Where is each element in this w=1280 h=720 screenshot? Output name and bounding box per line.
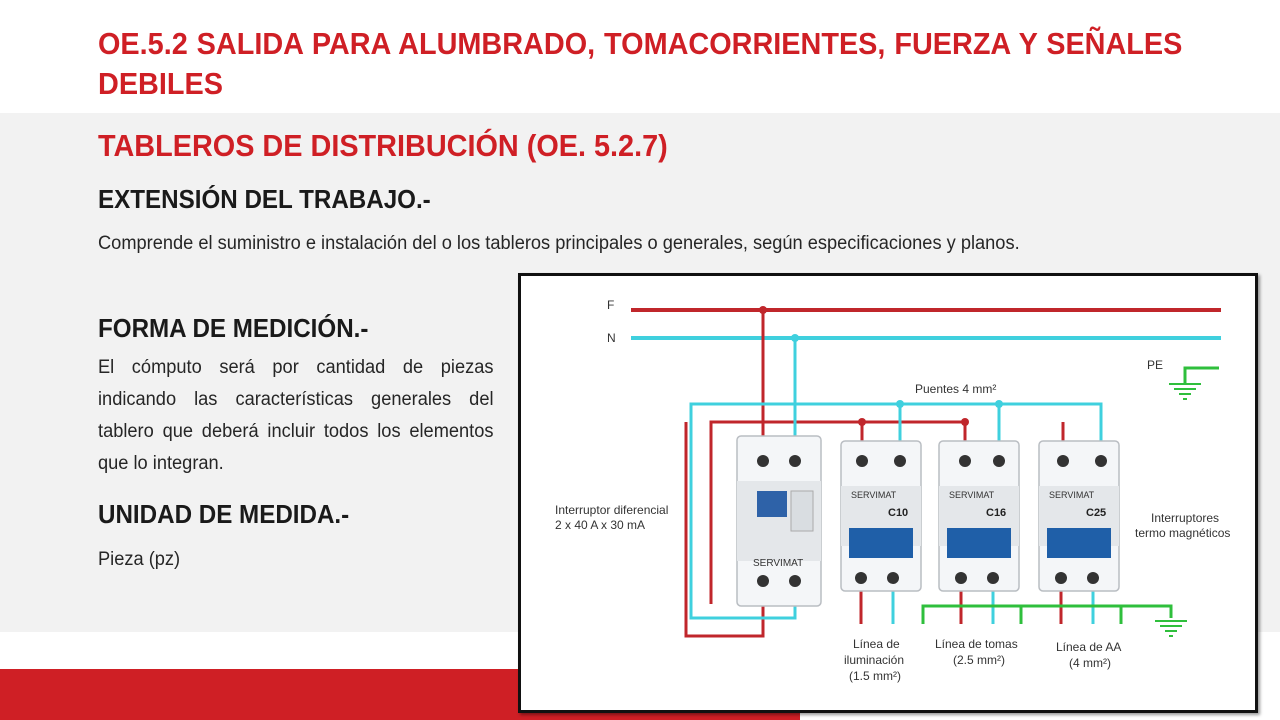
breakers-label-line1: Interruptores bbox=[1151, 511, 1220, 525]
extension-text: Comprende el suministro e instalación del o los tableros principales o generales, según especificaciones y planos. bbox=[98, 233, 1020, 254]
breaker-c16 bbox=[939, 441, 1019, 591]
differential-label-line2: 2 x 40 A x 30 mA bbox=[555, 518, 646, 532]
breaker-c10 bbox=[841, 441, 921, 591]
neutral-junctions bbox=[791, 334, 1003, 408]
breaker-c25-brand: SERVIMAT bbox=[1049, 490, 1095, 500]
phase-junctions bbox=[759, 306, 969, 426]
neutral-label: N bbox=[607, 331, 616, 345]
differential-brand: SERVIMAT bbox=[753, 558, 804, 569]
phase-label: F bbox=[607, 298, 615, 312]
measurement-heading: FORMA DE MEDICIÓN.- bbox=[98, 313, 369, 343]
unit-text: Pieza (pz) bbox=[98, 549, 181, 570]
differential-label-line1: Interruptor diferencial bbox=[555, 503, 669, 517]
sockets-line-label-1: Línea de tomas bbox=[935, 637, 1018, 651]
breaker-c10-rating: C10 bbox=[888, 507, 909, 519]
differential-switch bbox=[737, 436, 821, 606]
lighting-line-label-2: iluminación bbox=[844, 653, 905, 667]
wiring-diagram bbox=[521, 276, 1255, 710]
breaker-c10-brand: SERVIMAT bbox=[851, 490, 897, 500]
sockets-line-label-2: (2.5 mm²) bbox=[953, 653, 1005, 667]
unit-heading: UNIDAD DE MEDIDA.- bbox=[98, 499, 350, 529]
ac-line-label-1: Línea de AA bbox=[1056, 640, 1122, 654]
breaker-c16-brand: SERVIMAT bbox=[949, 490, 995, 500]
earth-wire bbox=[1185, 368, 1219, 384]
bridges-label: Puentes 4 mm² bbox=[915, 382, 997, 396]
extension-heading: EXTENSIÓN DEL TRABAJO.- bbox=[98, 184, 431, 214]
ac-line-label-2: (4 mm²) bbox=[1069, 656, 1111, 670]
breaker-c25-rating: C25 bbox=[1086, 507, 1107, 519]
measurement-text: El cómputo será por cantidad de piezas indicando las características generales del tablero que deberá incluir todos los elementos que lo integran. bbox=[98, 357, 494, 474]
distribution-board-diagram bbox=[518, 273, 1258, 713]
earth-top-icon bbox=[1169, 384, 1201, 399]
lighting-line-label-3: (1.5 mm²) bbox=[849, 669, 901, 683]
lighting-line-label-1: Línea de bbox=[853, 637, 900, 651]
earth-label: PE bbox=[1147, 358, 1164, 372]
breaker-c16-rating: C16 bbox=[986, 507, 1007, 519]
breakers-label-line2: termo magnéticos bbox=[1135, 526, 1231, 540]
breaker-c25 bbox=[1039, 441, 1119, 591]
slide-subtitle: TABLEROS DE DISTRIBUCIÓN (OE. 5.2.7) bbox=[98, 128, 668, 163]
earth-bottom-icon bbox=[1155, 621, 1187, 636]
slide-title: OE.5.2 SALIDA PARA ALUMBRADO, TOMACORRIENTES, FUERZA Y SEÑALES DEBILES bbox=[98, 26, 1183, 101]
